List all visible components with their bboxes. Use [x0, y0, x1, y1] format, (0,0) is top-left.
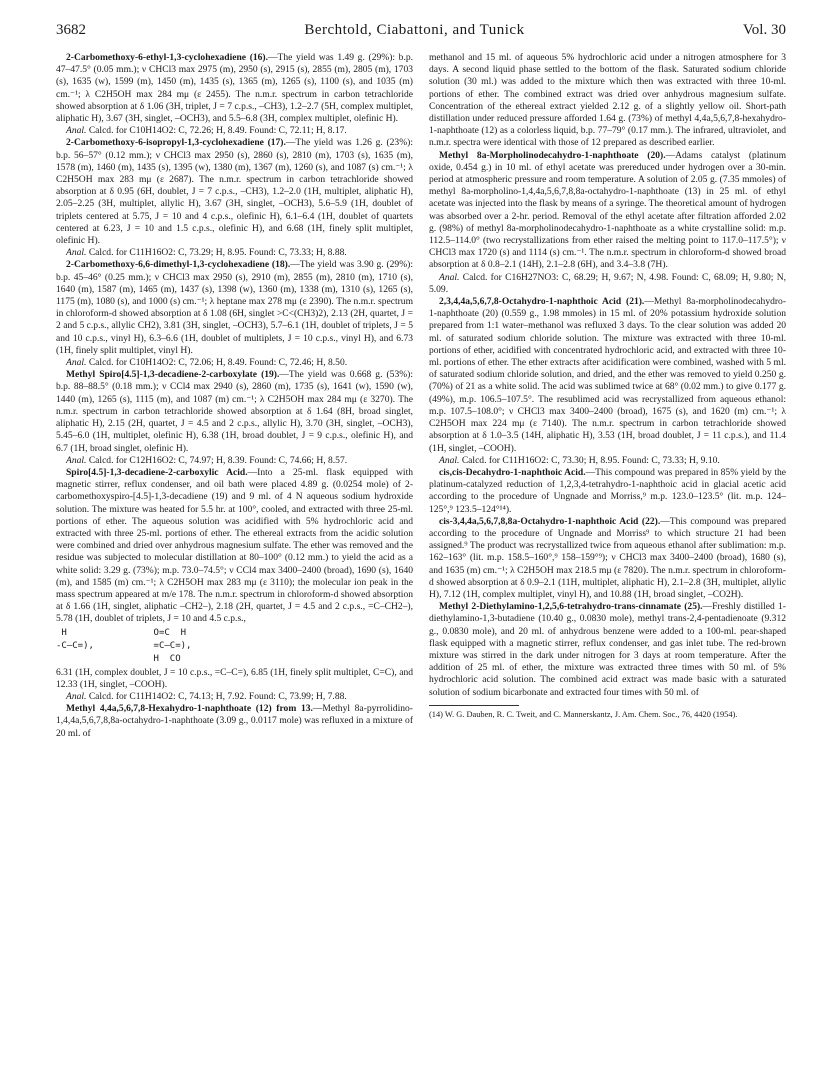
authors-header: Berchtold, Ciabattoni, and Tunick — [304, 22, 525, 38]
structure-formula-line: H O=C H — [56, 627, 187, 638]
paragraph: Methyl 4,4a,5,6,7,8-Hexahydro-1-naphthoate (12) from 13.—Methyl 8a-pyrrolidino-1,4,4a,5,6,7,8,8a-octahydro-1-naphthoate (3.09 g., 0.0117 mole) was refluxed in a mixture of 20 ml. of — [56, 703, 413, 739]
paragraph: methanol and 15 ml. of aqueous 5% hydrochloric acid under a nitrogen atmosphere for 3 days. A second liquid phase settled to the bottom of the flask. Saturated sodium chloride solution (30 ml.) was added to the mixture which then was extracted with three 10-ml. portions of ether. The combined extract was dried over anhydrous magnesium sulfate. Concentration of the ethereal extract yielded 2.12 g. of a slightly yellow oil. Short-path distillation under reduced pressure afforded 1.64 g. (73%) of methyl 4,4a,5,6,7,8-hexahydro-1-naphthoate (12) as a colorless liquid, b.p. 77–79° (0.17 mm.). The infrared, ultraviolet, and n.m.r. spectra were identical with those of 12 prepared as described earlier. — [429, 52, 786, 149]
two-column-body — [56, 52, 786, 740]
paragraph: Anal. Calcd. for C12H16O2: C, 74.97; H, 8.39. Found: C, 74.66; H, 8.57. — [66, 454, 348, 466]
structure-formula-line: H CO — [56, 653, 181, 664]
paragraph: Spiro[4.5]-1,3-decadiene-2-carboxylic Acid.—Into a 25-ml. flask equipped with magnetic stirrer, reflux condenser, and oil bath were placed 4.89 g. (0.0254 mole) of 2-carbomethoxyspiro-[4.5]-1,3-decadiene (19) and 9 ml. of 4 N aqueous sodium hydroxide solution. The mixture was heated for 5.5 hr. at 100°, cooled, and extracted with three 25-ml. portions of ether. The aqueous solution was acidified with 5% hydrochloric acid and extracted with three 25-ml. portions of ether. The ethereal extracts from the acidic solution were combined and dried over anhydrous magnesium sulfate. The ether was removed and the residue was subjected to molecular distillation at 80–100° (0.12 mm.) to yield the acid as a white solid: 3.29 g. (73%); m.p. 73.0–74.5°; ν CCl4 max 3400–2400 (broad), 1690 (s), 1640 (m), and 1585 (m) cm.⁻¹; λ C2H5OH max 283 mμ (ε 3110); the molecular ion peak in the mass spectrum appeared at m/e 178. The n.m.r. spectrum in chloroform-d showed absorption at δ 1.66 (1H, singlet, aliphatic –CH2–), 2.18 (2H, quartet, J = 4.5 and 2 c.p.s., =C–CH2–), 5.78 (1H, doublet of triplets, J = 10 and 4.5 c.p.s., — [56, 466, 414, 625]
volume-label: Vol. 30 — [742, 22, 786, 38]
paragraph: Anal. Calcd. for C10H14O2: C, 72.06; H, 8.49. Found: C, 72.46; H, 8.50. — [66, 357, 348, 369]
paragraph: 2-Carbomethoxy-6-ethyl-1,3-cyclohexadiene (16).—The yield was 1.49 g. (29%): b.p. 47–47.5° (0.05 mm.); ν CHCl3 max 2975 (m), 2950 (s), 2915 (s), 2855 (m), 2805 (m), 1703 (s), 1635 (w), 1599 (m), 1450 (m), 1435 (s), 1365 (m), 1265 (s), 1100 (s), and 1035 (m) cm.⁻¹; λ C2H5OH max 284 mμ (ε 2455). The n.m.r. spectrum in carbon tetrachloride showed absorption at δ 1.06 (3H, triplet, J = 7 c.p.s., –CH3), 1.2–2.7 (5H, complex multiplet, aliphatic H), 3.67 (3H, singlet, –OCH3), and 5.5–6.8 (3H, complex multiplet, olefinic H). — [56, 52, 414, 125]
paragraph: Anal. Calcd. for C11H16O2: C, 73.30; H, 8.95. Found: C, 73.33; H, 9.10. — [439, 454, 720, 466]
paragraph: 2,3,4,4a,5,6,7,8-Octahydro-1-naphthoic Acid (21).—Methyl 8a-morpholinodecahydro-1-naphthoate (20) (0.559 g., 1.98 mmoles) in 15 ml. of 20% potassium hydroxide solution prepared from 1:1 water–methanol was refluxed 3 days. To the clear solution was added 20 ml. of saturated sodium chloride solution. The mixture was extracted with three 10-ml. portions of ether, acidified with concentrated hydrochloric acid, and extracted with three 10-ml. portions of ether. The ether extracts after acidification were combined, washed with 5 ml. of saturated sodium chloride solution, and dried, and the ether was removed to yield 0.250 g. (70%) of 21 as a white solid. The acid was sublimed twice at 68° (0.02 mm.) to give 0.177 g. (49%), m.p. 106.5–107.5°. The resublimed acid was recrystallized from aqueous ethanol: m.p. 107.5–108.0°; ν CHCl3 max 3400–2400 (broad), 1675 (s), and 1620 (m) cm.⁻¹; λ C2H5OH max 224 mμ (ε 7140). The n.m.r. spectrum in carbon tetrachloride showed absorption at δ 1.0–3.5 (14H, aliphatic H), 3.53 (1H, broad doublet, J = 11 c.p.s.), and 11.4 (1H, singlet, –COOH). — [429, 296, 786, 454]
right-column — [429, 52, 786, 740]
paragraph: 6.31 (1H, complex doublet, J = 10 c.p.s., =C–C=), 6.85 (1H, finely split multiplet, C=C), and 12.33 (1H, singlet, –COOH). — [56, 666, 413, 690]
paragraph: cis-3,4,4a,5,6,7,8,8a-Octahydro-1-naphthoic Acid (22).—This compound was prepared according to the procedure of Ungnade and Morriss⁹ to which structure 21 had been assigned.⁹ The product was recrystallized twice from aqueous ethanol after sublimation: m.p. 162–163° (lit. m.p. 158.5–160°,⁹ 158–159°⁹); ν CHCl3 max 3400–2400 (broad), 1680 (s), and 1635 (m) cm.⁻¹; λ C2H5OH max 218.5 mμ (ε 7820). The n.m.r. spectrum in chloroform-d showed absorption at δ 0.9–2.1 (11H, multiplet, aliphatic H), 2.1–2.8 (3H, multiplet, allylic H), 7.12 (1H, complex multiplet, vinyl H), and 10.88 (1H, broad singlet, –CO2H). — [429, 515, 786, 600]
paragraph: Methyl Spiro[4.5]-1,3-decadiene-2-carboxylate (19).—The yield was 0.668 g. (53%): b.p. 88–88.5° (0.18 mm.); ν CCl4 max 2940 (s), 2860 (m), 1735 (s), 1641 (w), 1590 (w), 1440 (m), 1265 (s), 1115 (m), and 1087 (m) cm.⁻¹; λ C2H5OH max 284 mμ (ε 3270). The n.m.r. spectrum in carbon tetrachloride showed absorption at δ 1.64 (8H, broad singlet, aliphatic H), 2.15 (2H, quartet, J = 4.5 and 2 c.p.s., allylic H), 3.70 (3H, singlet, –OCH3), 5.45–6.0 (1H, multiplet, olefinic H), 6.38 (1H, broad doublet, J = 9 c.p.s., olefinic H), and 6.7 (1H, broad singlet, olefinic H). — [56, 369, 413, 454]
journal-page — [56, 22, 786, 740]
paragraph: Anal. Calcd. for C10H14O2: C, 72.26; H, 8.49. Found: C, 72.11; H, 8.17. — [66, 125, 347, 137]
paragraph: 2-Carbomethoxy-6-isopropyl-1,3-cyclohexadiene (17).—The yield was 1.26 g. (23%): b.p. 56–57° (0.12 mm.); ν CHCl3 max 2950 (s), 2860 (s), 2810 (m), 1703 (s), 1635 (m), 1578 (m), 1460 (m), 1435 (s), 1395 (w), 1380 (m), 1367 (m), 1260 (s), and 1087 (s) cm.⁻¹; λ C2H5OH max 283 mμ (ε 2687). The n.m.r. spectrum in carbon tetrachloride showed absorption at δ 0.95 (6H, doublet, J = 7 c.p.s., –CH3), 1.2–2.0 (1H, multiplet, aliphatic H), 2.05–2.25 (3H, multiplet, allylic H), 3.67 (3H, singlet, –OCH3), 5.6–5.9 (1H, doublet of triplets centered at 5.75, J = 10 and 4 c.p.s., olefinic H), 6.1–6.4 (1H, doublet of quartets centered at 6.23, J = 10 and 1.5 c.p.s., olefinic H), and 6.68 (1H, finely split multiplet, olefinic H). — [56, 137, 413, 247]
structure-formula-line: -C–C=), =C–C=), — [56, 640, 192, 651]
paragraph: 2-Carbomethoxy-6,6-dimethyl-1,3-cyclohexadiene (18).—The yield was 3.90 g. (29%): b.p. 45–46° (0.25 mm.); ν CHCl3 max 2950 (s), 2910 (m), 2855 (m), 2810 (m), 1710 (s), 1640 (m), 1587 (m), 1465 (m), 1437 (s), 1398 (w), 1360 (m), 1338 (m), 1310 (s), 1265 (s), 1175 (m), 1080 (s), and 1000 (s) cm.⁻¹; λ heptane max 278 mμ (ε 2390). The n.m.r. spectrum in chloroform-d showed absorption at δ 1.08 (6H, singlet >C<(CH3)2), 2.13 (2H, quartet, J = 2 and 5 c.p.s., allylic CH2), 3.81 (3H, singlet, –OCH3), 5.7–6.1 (1H, doublet of triplets, J = 5 and 10 c.p.s., vinyl H), 6.3–6.6 (1H, doublet of multiplets, J = 10 c.p.s., vinyl H), and 6.73 (1H, finely split multiplet, vinyl H). — [56, 259, 413, 356]
paragraph: Anal. Calcd. for C11H16O2: C, 73.29; H, 8.95. Found: C, 73.33; H, 8.88. — [66, 247, 347, 259]
paragraph: Methyl 2-Diethylamino-1,2,5,6-tetrahydro-trans-cinnamate (25).—Freshly distilled 1-diethylamino-1,3-butadiene (10.40 g., 0.0830 mole), methyl trans-2,4-pentadienoate (9.312 g., 0.0830 mole), and 20 ml. of anhydrous benzene were added to a 100-ml. pear-shaped flask equipped with a magnetic stirrer, reflux condenser, and gas inlet tube. The red-brown mixture was stirred in the dark under nitrogen for 3 days at room temperature. After the addition of 25 ml. of ether, the mixture was extracted three times with 50 ml. of 5% hydrochloric acid solution. The combined acid extract was made basic with a saturated solution of sodium bicarbonate and extracted four times with 50 ml. of — [429, 601, 786, 698]
footnote: (14) W. G. Dauben, R. C. Tweit, and C. Mannerskantz, J. Am. Chem. Soc., 76, 4420 (1954). — [429, 709, 738, 719]
left-column — [56, 52, 413, 740]
paragraph: Anal. Calcd. for C11H14O2: C, 74.13; H, 7.92. Found: C, 73.99; H, 7.88. — [66, 690, 347, 702]
paragraph: Methyl 8a-Morpholinodecahydro-1-naphthoate (20).—Adams catalyst (platinum oxide, 0.454 g.) in 10 ml. of ethyl acetate was prereduced under hydrogen over a 30-min. period at atmospheric pressure and room temperature. A solution of 2.05 g. (7.35 mmoles) of methyl 8a-morpholino-1,4,4a,5,6,7,8,8a-octahydro-1-naphthoate (13) in 25 ml. of ethyl acetate was injected into the flask by means of a syringe. The theoretical amount of hydrogen was absorbed over a 2-hr. period. Removal of the ethyl acetate after filtration afforded 2.02 g. (98%) of methyl 8a-morpholinodecahydro-1-naphthoate as a white crystalline solid: m.p. 112.5–114.0° (two recrystallizations from ether raised the melting point to 117.0–117.5°); ν CHCl3 max 1720 (s) and 1114 (s) cm.⁻¹. The n.m.r. spectrum in chloroform-d showed broad absorption at δ 0.8–2.1 (14H), 2.1–2.8 (6H), and 3.4–3.8 (7H). — [429, 149, 786, 271]
page-number: 3682 — [56, 22, 86, 38]
running-head — [56, 22, 786, 42]
paragraph: cis,cis-Decahydro-1-naphthoic Acid.—This compound was prepared in 85% yield by the platinum-catalyzed reduction of 1,2,3,4-tetrahydro-1-naphthoic acid in glacial acetic acid according to the procedure of Ungnade and Morriss,⁹ m.p. 123.0–123.5° (lit. m.p. 124–125°,⁹ 123.5–124°¹⁴). — [429, 466, 786, 515]
paragraph: Anal. Calcd. for C16H27NO3: C, 68.29; H, 9.67; N, 4.98. Found: C, 68.09; H, 9.80; N, 5.09. — [429, 271, 786, 295]
footnote-divider — [429, 705, 519, 706]
